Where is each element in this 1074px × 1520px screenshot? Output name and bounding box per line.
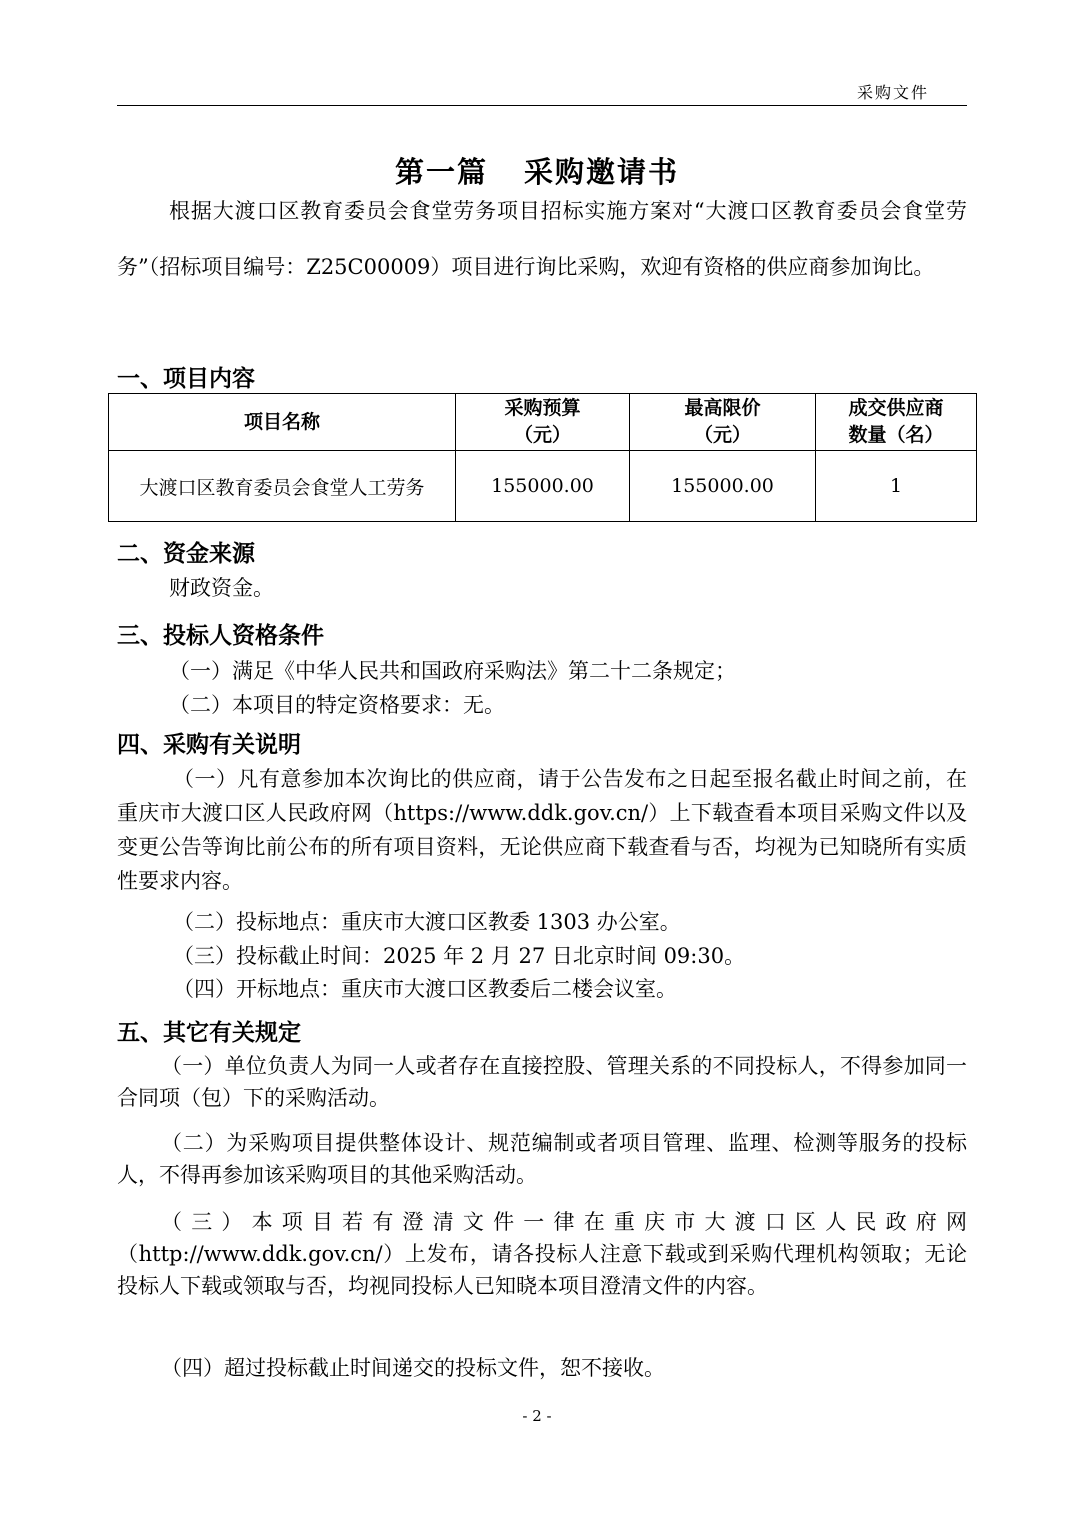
- section-4-heading: 四、采购有关说明: [117, 731, 301, 758]
- project-table: [108, 393, 977, 522]
- section-4-item-1: （一）凡有意参加本次询比的供应商，请于公告发布之日起至报名截止时间之前，在重庆市大渡口区人民政府网（https://www.ddk.gov.cn/）上下载查看本项目采购文件以及变更公告等询比前公布的所有项目资料，无论供应商下载查看与否，均视为已知晓所有实质性要求内容。: [117, 767, 967, 893]
- section-1-heading: 一、项目内容: [117, 365, 255, 392]
- cell-budget: 155000.00: [456, 451, 630, 522]
- header-cell-max-price: 最高限价 （元）: [630, 394, 816, 451]
- table-row: [109, 451, 977, 522]
- section-2-heading: 二、资金来源: [117, 540, 255, 567]
- table-header-row: [109, 394, 977, 451]
- title-part-2: 采购邀请书: [524, 155, 680, 189]
- section-3-heading: 三、投标人资格条件: [117, 622, 324, 649]
- section-4-item-2: （二）投标地点：重庆市大渡口区教委 1303 办公室。: [173, 910, 681, 934]
- cell-max-price: 155000.00: [630, 451, 816, 522]
- section-3-item-1: （一）满足《中华人民共和国政府采购法》第二十二条规定；: [169, 659, 736, 683]
- header-rule: [117, 105, 967, 106]
- section-5-heading: 五、其它有关规定: [117, 1019, 301, 1046]
- page-number: - 2 -: [522, 1407, 552, 1425]
- header-cell-supplier-count: 成交供应商 数量（名）: [816, 394, 977, 451]
- section-4-item-4: （四）开标地点：重庆市大渡口区教委后二楼会议室。: [173, 977, 677, 1001]
- intro-paragraph: 根据大渡口区教育委员会食堂劳务项目招标实施方案对“大渡口区教育委员会食堂劳务”（招标项目编号：Z25C00009）项目进行询比采购，欢迎有资格的供应商参加询比。: [117, 199, 967, 279]
- title-part-1: 第一篇: [394, 155, 488, 189]
- section-5-item-1: （一）单位负责人为同一人或者存在直接控股、管理关系的不同投标人，不得参加同一合同项（包）下的采购活动。: [117, 1054, 967, 1110]
- running-header: 采购文件: [857, 83, 930, 102]
- section-3-item-2: （二）本项目的特定资格要求：无。: [169, 693, 505, 717]
- header-cell-budget: 采购预算 （元）: [456, 394, 630, 451]
- header-cell-name: 项目名称: [109, 394, 456, 451]
- section-4-item-3: （三）投标截止时间：2025 年 2 月 27 日北京时间 09:30。: [173, 944, 746, 968]
- section-5-item-2: （二）为采购项目提供整体设计、规范编制或者项目管理、监理、检测等服务的投标人，不得再参加该采购项目的其他采购活动。: [117, 1131, 967, 1187]
- cell-project-name: 大渡口区教育委员会食堂人工劳务: [109, 451, 456, 522]
- section-5-item-3: （三）本项目若有澄清文件一律在重庆市大渡口区人民政府网（http://www.ddk.gov.cn/）上发布，请各投标人注意下载或到采购代理机构领取；无论投标人下载或领取与否，均视同投标人已知晓本项目澄清文件的内容。: [117, 1210, 967, 1298]
- cell-supplier-count: 1: [816, 451, 977, 522]
- section-5-item-4: （四）超过投标截止时间递交的投标文件，恕不接收。: [161, 1356, 665, 1380]
- section-2-text: 财政资金。: [169, 576, 274, 600]
